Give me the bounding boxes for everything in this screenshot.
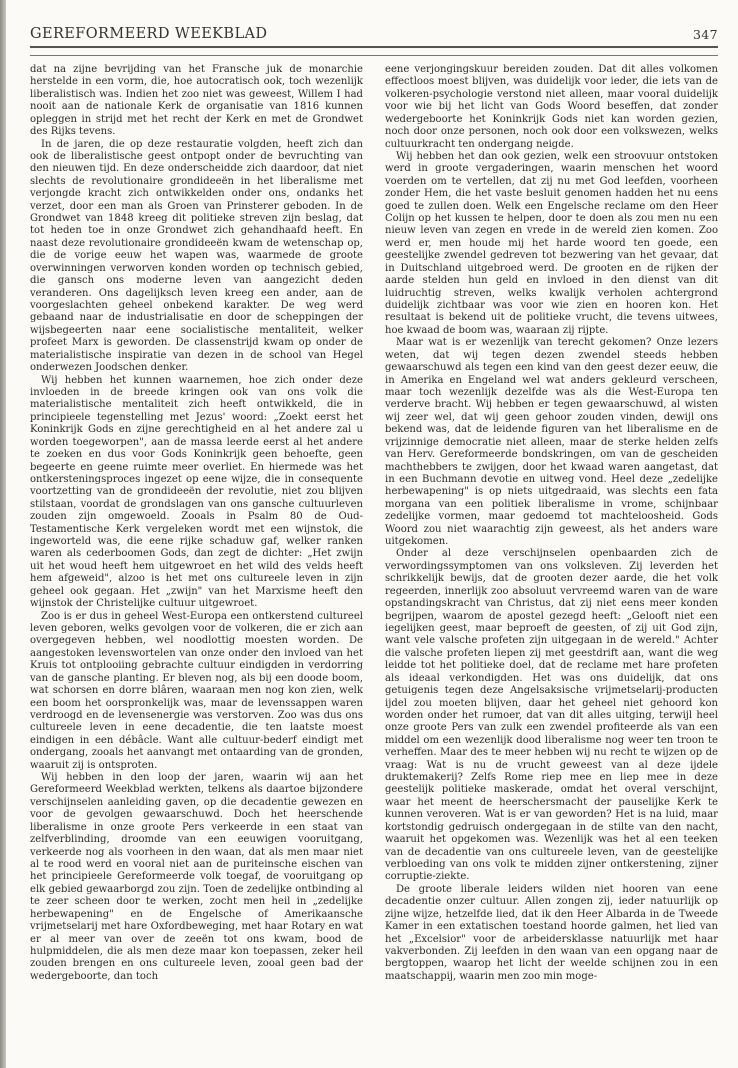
running-header [30, 26, 718, 46]
page-number: 347 [692, 27, 718, 42]
page [30, 26, 718, 983]
left-column [30, 64, 363, 983]
paragraph: dat na zijne bevrijding van het Fransche juk de monarchie herstelde in een vorm, die, hoe autocratisch ook, toch wezenlijk liberalistisch was. Indien het zoo niet was geweest, Willem I had nooit aan de nationale Kerk de organisatie van 1816 kunnen opleggen in strijd met het recht der Kerk en met de Grondwet des Rijks tevens. [30, 64, 363, 138]
paragraph: Maar wat is er wezenlijk van terecht gekomen? Onze lezers weten, dat wij tegen dezen zwendel steeds hebben gewaarschuwd als tegen een kind van den geest dezer eeuw, die in Amerika en Engeland wel wat anders gekleurd verscheen, maar toch wezenlijk dezelfde was als die West-Europa ten verderve bracht. Wij hebben er tegen gewaarschuwd, al wisten wij zeer wel, dat wij geen gehoor zouden vinden, dewijl ons bekend was, dat de leidende figuren van het liberalisme en de vrijzinnige democratie niet alleen, maar de sterke helden zelfs van Herv. Gereformeerde bondskringen, om van de gescheiden machthebbers te zwijgen, door het kwaad waren aangetast, dat in een Buchmann devotie en uitweg vond. Heel deze „zedelijke herbewapening" is op niets uitgedraaid, was slechts een fata morgana van een politiek liberalisme in vrome, schijnbaar zedelijke vormen, maar gedoemd tot machteloosheid. Gods Woord zou niet waarachtig zijn geweest, als het anders ware uitgekomen. [385, 337, 718, 548]
page-edge [0, 0, 6, 1068]
text-columns [30, 64, 718, 983]
paragraph: eene verjongingskuur bereiden zouden. Dat dit alles volkomen effectloos moest blijven, was duidelijk voor ieder, die iets van de volkeren-psychologie verstond niet alleen, maar vooral duidelijk voor wie bij het licht van Gods Woord beseffen, dat zonder wedergeboorte het Koninkrijk Gods niet kan worden gezien, noch door onze personen, noch ook door een volkswezen, welks cultuurkracht ten ondergang neigde. [385, 64, 718, 150]
paragraph: In de jaren, die op deze restauratie volgden, heeft zich dan ook de liberalistische geest ontpopt onder de bevruchting van den nieuwen tijd. En deze onderscheidde zich daardoor, dat niet slechts de revolutionaire grondideeën in het liberalisme met verjongde kracht zich ontwikkelden onder ons, ondanks het verzet, door een man als Groen van Prinsterer geboden. In de Grondwet van 1848 kreeg dit politieke streven zijn beslag, dat tot heden toe in onze Grondwet zich gehandhaafd heeft. En naast deze revolutionaire grondideeën kwam de wetenschap op, die de vorige eeuw het wapen was, waarmede de groote overwinningen verworven konden worden op technisch gebied, die gansch ons moderne leven van aangezicht deden veranderen. Ons dagelijksch leven kreeg een ander, aan de voorgeslachten geheel onbekend karakter. De weg werd gebaand naar de industrialisatie en door de scheppingen der wijsbegeerten naar eene socialistische mentaliteit, welker profeet Marx is geworden. De classenstrijd kwam op onder de materialistische inspiratie van dezen in de school van Hegel onderwezen Joodschen denker. [30, 138, 363, 374]
paragraph: Wij hebben het dan ook gezien, welk een stroovuur ontstoken werd in groote vergaderingen, waarin menschen het woord voerden om te vertellen, dat zij nu met God leefden, voorheen zonder Hem, die het vaste besluit genomen hadden het nu eens goed te zullen doen. Welk een Engelsche reclame om den Heer Colijn op het kussen te helpen, door te doen als zou men nu een nieuw leven van zegen en vrede in de wereld zien komen. Zoo werd er, men houde mij het harde woord ten goede, een geestelijke zwendel gedreven tot bezwering van het gevaar, dat in Duitschland uitgebroed werd. De grooten en de rijken der aarde stelden hun geld en invloed in den dienst van dit luidruchtig streven, welks kwalijk verholen achtergrond duidelijk zichtbaar was voor wie zien en hooren kon. Het resultaat is bekend uit de politieke vrucht, die tevens uitwees, hoe kwaad de boom was, waaraan zij rijpte. [385, 150, 718, 336]
paragraph: De groote liberale leiders wilden niet hooren van eene decadentie onzer cultuur. Allen zongen zij, ieder natuurlijk op zijne wijze, hetzelfde lied, dat ik den Heer Albarda in de Tweede Kamer in een extatischen toestand hoorde galmen, het lied van het „Excelsior" voor de arbeidersklasse natuurlijk met haar vakverbonden. Zij leefden in den waan van een opgang naar de bergtoppen, waarop het licht der weelde schijnen zou in een maatschappij, waarin men zoo min moge- [385, 883, 718, 982]
journal-title: GEREFORMEERD WEEKBLAD [30, 26, 268, 42]
paragraph: Wij hebben in den loop der jaren, waarin wij aan het Gereformeerd Weekblad werkten, telkens als daartoe bijzondere verschijnselen aanleiding gaven, op die decadentie gewezen en voor de gevolgen gewaarschuwd. Doch het heerschende liberalisme in onze groote Pers verkeerde in een staat van zelfverblinding, droomde van een eeuwigen vooruitgang, verkeerde nog als voorheen in den waan, dat als men maar niet al te rood werd en vooral niet aan de puriteinsche eischen van het principieele Gereformeerde volk toegaf, de vooruitgang op elk gebied gewaarborgd zou zijn. Toen de zedelijke ontbinding al te zeer scheen door te werken, zocht men heil in „zedelijke herbewapening" en de Engelsche of Amerikaansche vrijmetselarij met hare Oxfordbeweging, met haar Rotary en wat er al meer van over de zeeën tot ons kwam, bood de hulpmiddelen, die als men deze maar kon toepassen, zeker heil zouden brengen en ons cultureele leven, zooal geen bad der wedergeboorte, dan toch [30, 772, 363, 982]
paragraph: Onder al deze verschijnselen openbaarden zich de verwordingssymptomen van ons volksleven. Zij leverden het schrikkelijk bewijs, dat de grooten dezer aarde, die het volk regeerden, innerlijk zoo absoluut vervreemd waren van de ware opstandingskracht van Christus, dat zij niet eens meer konden begrijpen, waarom de apostel gezegd heeft: „Gelooft niet een iegelijken geest, maar beproeft de geesten, of zij uit God zijn, want vele valsche profeten zijn uitgegaan in de wereld." Achter die valsche profeten liepen zij met geestdrift aan, want die weg leidde tot het politieke doel, dat de reclame met hare profeten als ideaal verkondigden. Het was ons duidelijk, dat ons getuigenis tegen deze Angelsaksische vrijmetselarij-producten ijdel zou moeten blijven, daar het geheel niet gehoord kon worden onder het rumoer, dat van dit alles uitging, terwijl heel onze groote Pers van zulk een zwendel profiteerde als van een middel om een wezenlijk dood liberalisme nog weer ten troon te verheffen. Maar des te meer hebben wij nu recht te wijzen op de vraag: Wat is nu de vrucht geweest van al deze ijdele druktemakerij? Zelfs Rome riep mee en liep mee in deze geestelijk politieke maskerade, omdat het overal verschijnt, waar het meent de heerschersmacht der pauselijke Kerk te kunnen veroveren. Wat is er van geworden? Het is na luid, maar kortstondig gedruisch ondergegaan in de stilte van den nacht, waaruit het opgekomen was. Wezenlijk was het al een teeken van de decadentie van ons cultureele leven, van de geestelijke verbloeding van ons volk te midden zijner ontkerstening, zijner corruptie-ziekte. [385, 548, 718, 883]
paragraph: Wij hebben het kunnen waarnemen, hoe zich onder deze invloeden in de breede kringen ook van ons volk die materialistische mentaliteit zich heeft ontwikkeld, die in principieele tegenstelling met Jezus' woord: „Zoekt eerst het Koninkrijk Gods en zijne gerechtigheid en al het andere zal u worden toegeworpen", aan de massa leerde eerst al het andere te zoeken en dus voor Gods Koninkrijk geen behoefte, geen begeerte en geene ruimte meer overliet. En hiermede was het ontkersteningsproces ingezet op eene wijze, die in consequente voortzetting van de grondideeën der revolutie, niet zou blijven stilstaan, voordat de grondslagen van ons gansche cultuurleven zouden zijn omgewoeld. Zooals in Psalm 80 de Oud-Testamentische Kerk vergeleken wordt met een wijnstok, die ingeworteld was, die eene rijke schaduw gaf, welker ranken waren als cederboomen Gods, dan zegt de dichter: „Het zwijn uit het woud heeft hem uitgewroet en het wild des velds heeft hem afgeweid", alzoo is het met ons cultureele leven in zijn geheel ook gegaan. Het „zwijn" van het Marxisme heeft den wijnstok der Christelijke cultuur uitgewroet. [30, 374, 363, 610]
paragraph: Zoo is er dus in geheel West-Europa een ontkerstend cultureel leven geboren, welks gevolgen voor de volkeren, die er zich aan overgegeven hebben, wel noodlottig moesten worden. De aangestoken levenswortelen van onze onder den invloed van het Kruis tot ontplooiing gebrachte cultuur eindigden in verdorring van de gansche planting. Er bleven nog, als bij een doode boom, wat schorsen en dorre blâren, waaraan men nog kon zien, welk een boom het oorspronkelijk was, maar de levenssappen waren verdroogd en de levensenergie was verstorven. Zoo was dus ons cultureele leven in eene decadentie, die ten laatste moest eindigen in een débâcle. Want alle cultuur-bederf eindigt met ondergang, zooals het aanvangt met ontaarding van de gronden, waaruit zij is ontsproten. [30, 610, 363, 771]
right-column [385, 64, 718, 983]
header-rule [30, 46, 718, 56]
